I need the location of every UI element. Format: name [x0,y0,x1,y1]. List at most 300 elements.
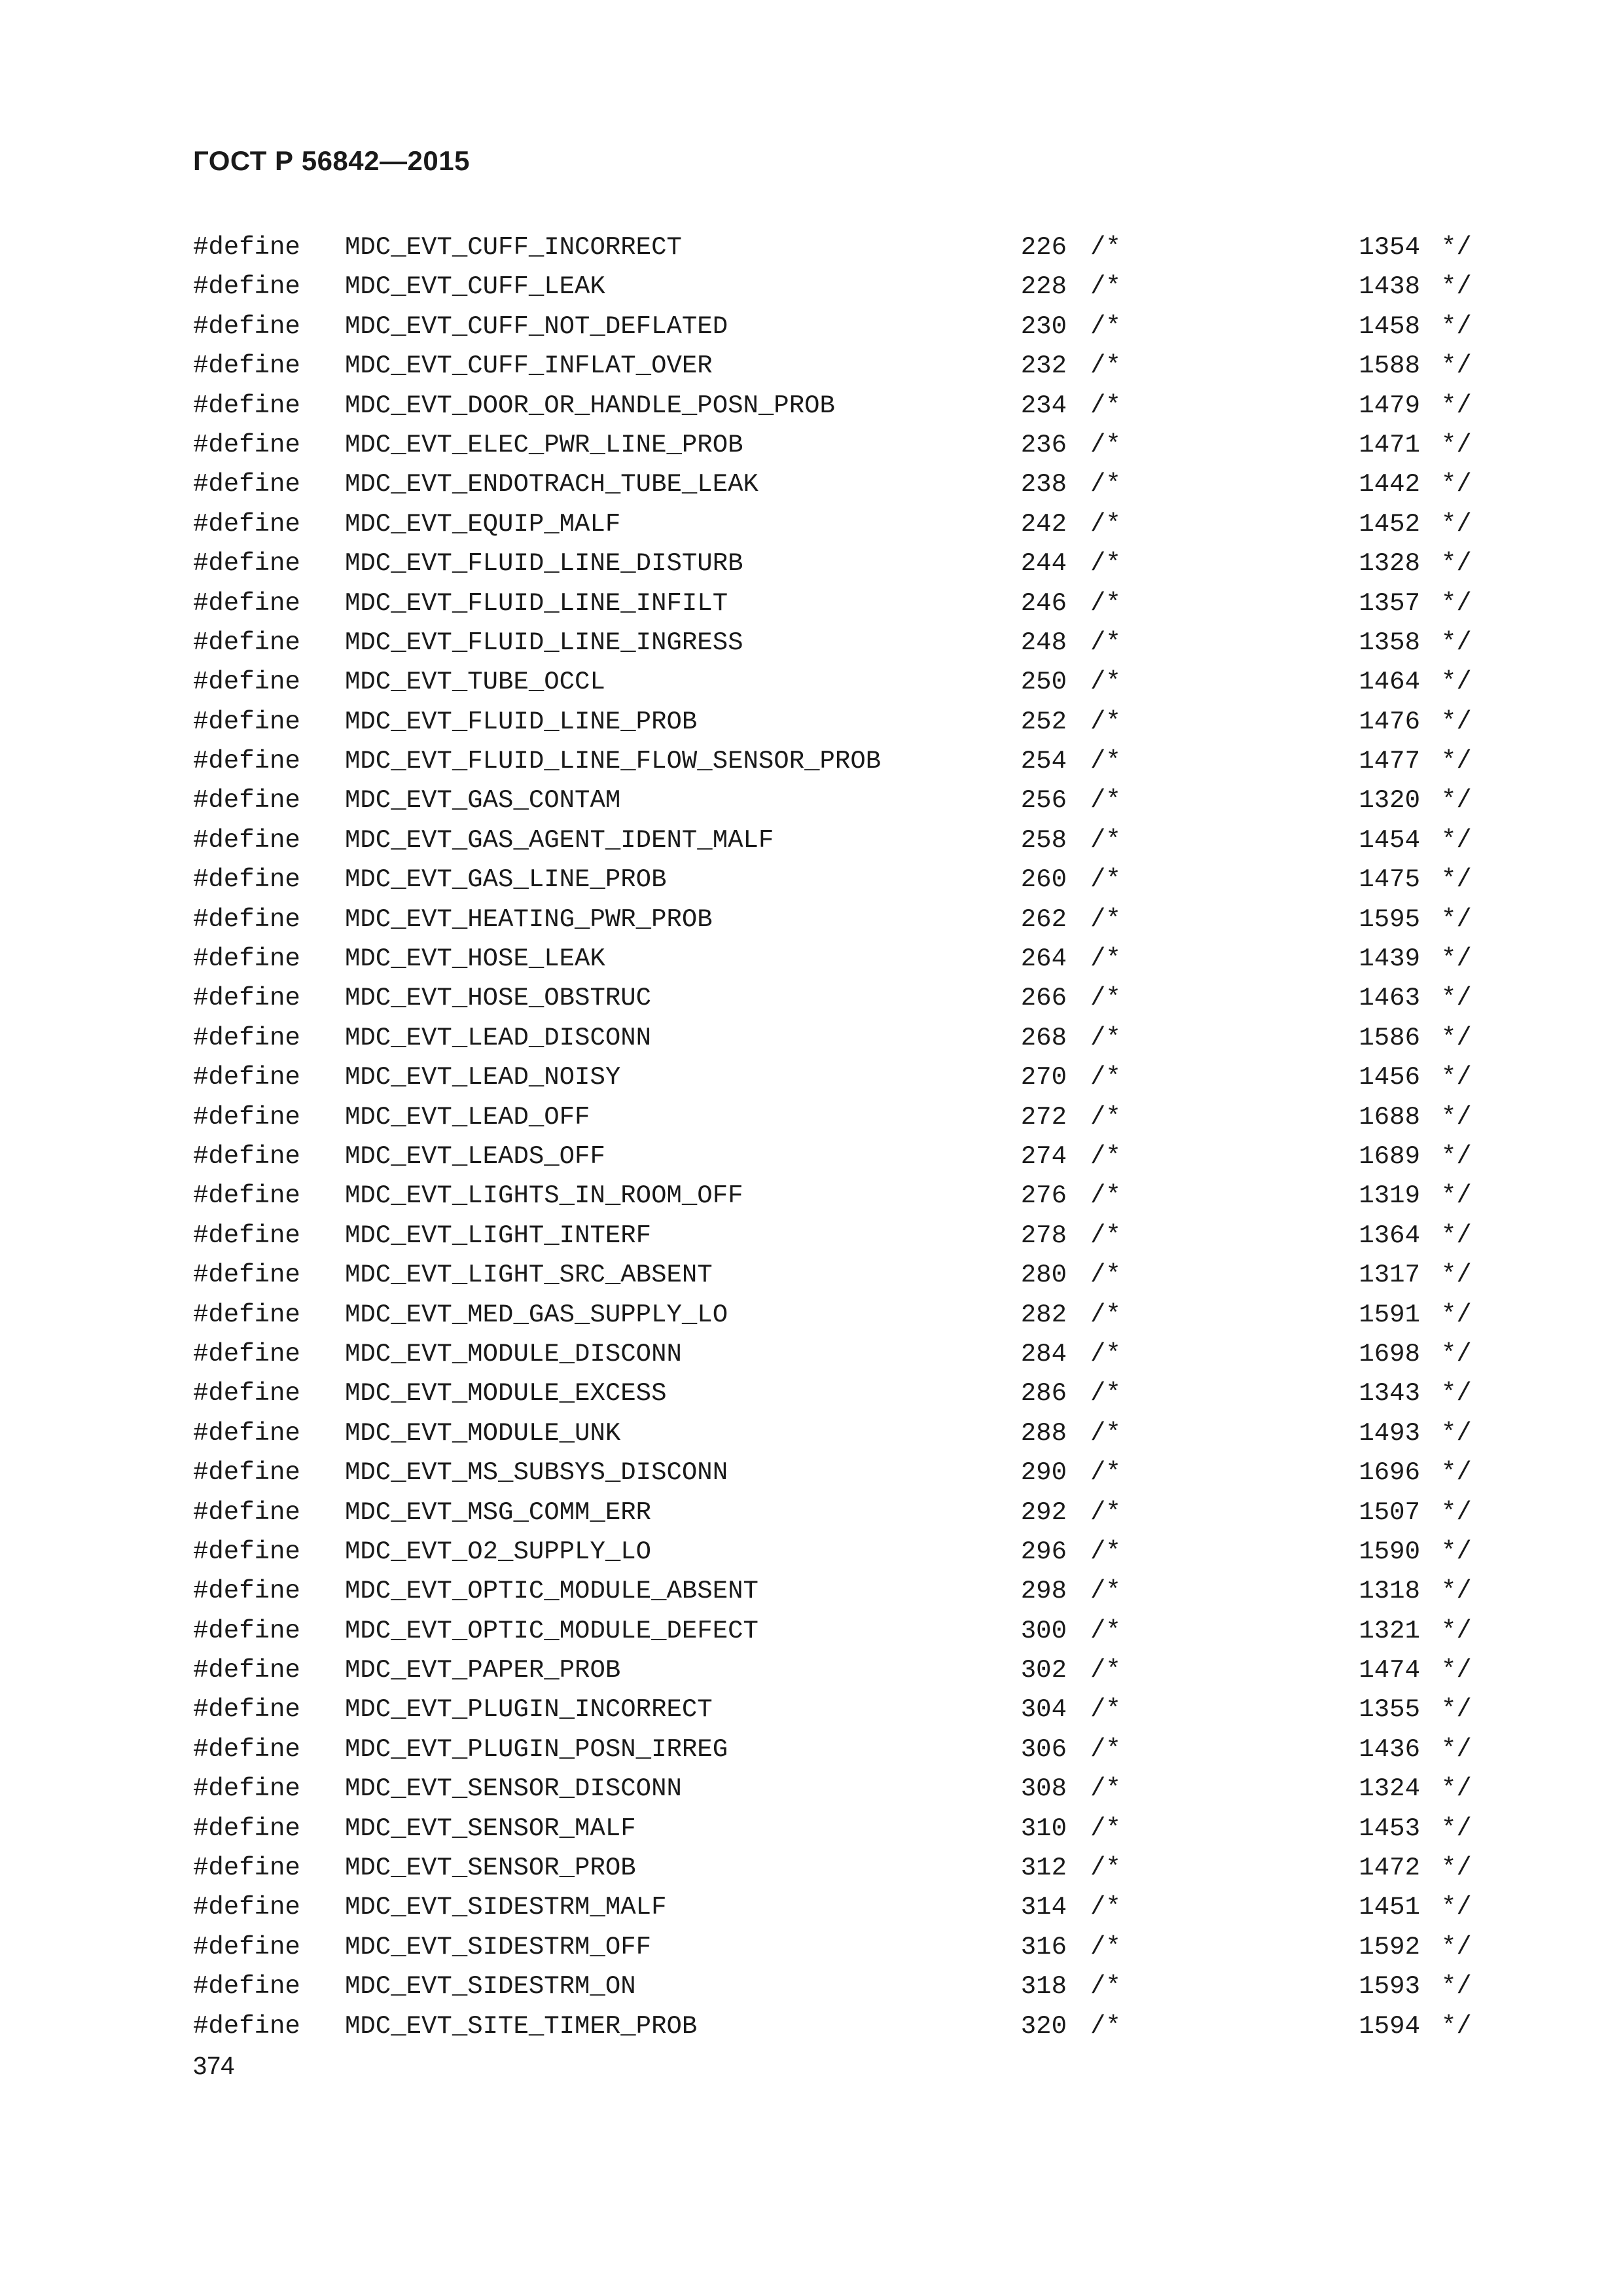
comment-close: */ [1441,905,1472,934]
code-line [0,1453,1623,1492]
comment-open: /* [1090,1734,1121,1764]
code-line [0,267,1623,306]
code-line [0,386,1623,425]
constant-name: MDC_EVT_ENDOTRACH_TUBE_LEAK [345,470,758,499]
comment-close: */ [1441,1656,1472,1685]
comment-number: 1595 [1359,905,1420,934]
comment-number: 1696 [1359,1458,1420,1488]
comment-open: /* [1090,312,1121,341]
define-keyword: #define [193,825,300,855]
comment-number: 1594 [1359,2011,1420,2041]
comment-number: 1590 [1359,1537,1420,1566]
comment-number: 1320 [1359,786,1420,816]
define-keyword: #define [193,786,300,816]
comment-close: */ [1441,865,1472,895]
constant-value: 302 [1020,1656,1067,1685]
constant-name: MDC_EVT_DOOR_OR_HANDLE_POSN_PROB [345,391,835,420]
define-keyword: #define [193,1102,300,1132]
constant-value: 318 [1020,1972,1067,2001]
constant-name: MDC_EVT_LEAD_DISCONN [345,1023,652,1052]
constant-value: 268 [1020,1023,1067,1052]
constant-value: 310 [1020,1814,1067,1843]
constant-name: MDC_EVT_LEAD_NOISY [345,1063,621,1092]
code-line [0,900,1623,939]
constant-value: 256 [1020,786,1067,816]
define-keyword: #define [193,1339,300,1369]
comment-close: */ [1441,509,1472,539]
comment-close: */ [1441,1814,1472,1843]
code-line [0,1176,1623,1215]
comment-number: 1436 [1359,1734,1420,1764]
code-line [0,307,1623,346]
define-keyword: #define [193,588,300,618]
comment-close: */ [1441,1972,1472,2001]
constant-name: MDC_EVT_MS_SUBSYS_DISCONN [345,1458,728,1488]
comment-close: */ [1441,1734,1472,1764]
constant-value: 242 [1020,509,1067,539]
comment-open: /* [1090,1418,1121,1448]
comment-number: 1493 [1359,1418,1420,1448]
comment-close: */ [1441,1300,1472,1329]
comment-open: /* [1090,1458,1121,1488]
define-keyword: #define [193,1498,300,1527]
comment-close: */ [1441,1261,1472,1290]
comment-close: */ [1441,1498,1472,1527]
comment-open: /* [1090,1537,1121,1566]
comment-close: */ [1441,1141,1472,1171]
code-line [0,228,1623,267]
constant-name: MDC_EVT_SIDESTRM_ON [345,1972,636,2001]
comment-close: */ [1441,944,1472,974]
define-keyword: #define [193,668,300,697]
constant-name: MDC_EVT_TUBE_OCCL [345,668,605,697]
code-line [0,584,1623,623]
comment-number: 1593 [1359,1972,1420,2001]
constant-value: 226 [1020,233,1067,262]
constant-value: 292 [1020,1498,1067,1527]
define-keyword: #define [193,1734,300,1764]
define-keyword: #define [193,1577,300,1606]
define-keyword: #define [193,628,300,657]
comment-open: /* [1090,509,1121,539]
comment-number: 1458 [1359,312,1420,341]
comment-number: 1592 [1359,1932,1420,1962]
define-keyword: #define [193,391,300,420]
comment-open: /* [1090,391,1121,420]
comment-open: /* [1090,1854,1121,1883]
constant-name: MDC_EVT_EQUIP_MALF [345,509,621,539]
define-keyword: #define [193,944,300,974]
constant-value: 314 [1020,1893,1067,1922]
code-line [0,1611,1623,1651]
code-line [0,425,1623,465]
define-keyword: #define [193,1418,300,1448]
code-line [0,623,1623,662]
comment-open: /* [1090,747,1121,776]
comment-close: */ [1441,984,1472,1013]
comment-number: 1474 [1359,1656,1420,1685]
define-keyword: #define [193,2011,300,2041]
define-keyword: #define [193,1023,300,1052]
constant-name: MDC_EVT_LIGHT_INTERF [345,1221,652,1250]
comment-open: /* [1090,1577,1121,1606]
constant-name: MDC_EVT_OPTIC_MODULE_DEFECT [345,1616,758,1645]
code-line [0,1255,1623,1295]
constant-value: 246 [1020,588,1067,618]
code-line [0,346,1623,386]
comment-number: 1438 [1359,272,1420,302]
define-keyword: #define [193,1261,300,1290]
constant-value: 272 [1020,1102,1067,1132]
comment-close: */ [1441,1023,1472,1052]
define-keyword: #define [193,865,300,895]
document-header: ГОСТ Р 56842—2015 [193,145,470,176]
constant-value: 264 [1020,944,1067,974]
comment-number: 1477 [1359,747,1420,776]
constant-value: 254 [1020,747,1067,776]
code-line [0,1690,1623,1729]
comment-open: /* [1090,1221,1121,1250]
constant-value: 296 [1020,1537,1067,1566]
comment-number: 1586 [1359,1023,1420,1052]
comment-close: */ [1441,1616,1472,1645]
constant-value: 298 [1020,1577,1067,1606]
constant-name: MDC_EVT_FLUID_LINE_FLOW_SENSOR_PROB [345,747,882,776]
constant-value: 312 [1020,1854,1067,1883]
constant-value: 278 [1020,1221,1067,1250]
code-line [0,544,1623,583]
comment-number: 1464 [1359,668,1420,697]
comment-close: */ [1441,272,1472,302]
comment-number: 1471 [1359,430,1420,459]
define-keyword: #define [193,1932,300,1962]
comment-open: /* [1090,233,1121,262]
constant-name: MDC_EVT_HEATING_PWR_PROB [345,905,713,934]
constant-value: 306 [1020,1734,1067,1764]
define-keyword: #define [193,509,300,539]
comment-number: 1591 [1359,1300,1420,1329]
comment-open: /* [1090,1695,1121,1725]
comment-close: */ [1441,312,1472,341]
constant-name: MDC_EVT_GAS_CONTAM [345,786,621,816]
code-line [0,1888,1623,1927]
comment-number: 1328 [1359,549,1420,579]
constant-value: 266 [1020,984,1067,1013]
comment-close: */ [1441,351,1472,381]
constant-value: 288 [1020,1418,1067,1448]
comment-close: */ [1441,707,1472,736]
comment-number: 1472 [1359,1854,1420,1883]
code-line [0,1769,1623,1808]
code-line [0,978,1623,1018]
constant-name: MDC_EVT_MED_GAS_SUPPLY_LO [345,1300,728,1329]
constant-name: MDC_EVT_ELEC_PWR_LINE_PROB [345,430,743,459]
comment-open: /* [1090,1616,1121,1645]
comment-open: /* [1090,1102,1121,1132]
comment-open: /* [1090,628,1121,657]
comment-number: 1321 [1359,1616,1420,1645]
comment-open: /* [1090,1063,1121,1092]
code-line [0,1848,1623,1888]
constant-value: 260 [1020,865,1067,895]
code-line [0,1137,1623,1176]
constant-value: 252 [1020,707,1067,736]
define-keyword: #define [193,1379,300,1408]
constant-name: MDC_EVT_MSG_COMM_ERR [345,1498,652,1527]
comment-number: 1463 [1359,984,1420,1013]
constant-value: 238 [1020,470,1067,499]
comment-number: 1439 [1359,944,1420,974]
define-keyword: #define [193,549,300,579]
comment-number: 1476 [1359,707,1420,736]
comment-open: /* [1090,1774,1121,1804]
comment-number: 1507 [1359,1498,1420,1527]
constant-name: MDC_EVT_MODULE_UNK [345,1418,621,1448]
comment-open: /* [1090,1932,1121,1962]
comment-open: /* [1090,1814,1121,1843]
define-keyword: #define [193,1141,300,1171]
code-line [0,702,1623,742]
comment-number: 1689 [1359,1141,1420,1171]
constant-value: 290 [1020,1458,1067,1488]
constant-value: 262 [1020,905,1067,934]
comment-open: /* [1090,2011,1121,2041]
comment-open: /* [1090,1339,1121,1369]
comment-number: 1698 [1359,1339,1420,1369]
code-line [0,1335,1623,1374]
code-line [0,465,1623,504]
code-line [0,1493,1623,1532]
comment-open: /* [1090,1141,1121,1171]
comment-close: */ [1441,549,1472,579]
code-listing [0,228,1623,2046]
code-line [0,1058,1623,1097]
constant-name: MDC_EVT_PAPER_PROB [345,1656,621,1685]
define-keyword: #define [193,905,300,934]
define-keyword: #define [193,1063,300,1092]
code-line [0,1571,1623,1611]
comment-number: 1442 [1359,470,1420,499]
comment-open: /* [1090,588,1121,618]
constant-value: 280 [1020,1261,1067,1290]
comment-number: 1318 [1359,1577,1420,1606]
code-line [0,1295,1623,1335]
comment-open: /* [1090,1656,1121,1685]
constant-value: 234 [1020,391,1067,420]
define-keyword: #define [193,1854,300,1883]
comment-close: */ [1441,1339,1472,1369]
constant-name: MDC_EVT_PLUGIN_POSN_IRREG [345,1734,728,1764]
constant-value: 284 [1020,1339,1067,1369]
constant-name: MDC_EVT_LEADS_OFF [345,1141,605,1171]
comment-open: /* [1090,1300,1121,1329]
comment-number: 1453 [1359,1814,1420,1843]
comment-open: /* [1090,1972,1121,2001]
define-keyword: #define [193,1814,300,1843]
define-keyword: #define [193,272,300,302]
define-keyword: #define [193,747,300,776]
constant-name: MDC_EVT_SENSOR_PROB [345,1854,636,1883]
define-keyword: #define [193,1774,300,1804]
constant-name: MDC_EVT_SIDESTRM_OFF [345,1932,652,1962]
constant-value: 304 [1020,1695,1067,1725]
comment-number: 1588 [1359,351,1420,381]
comment-close: */ [1441,233,1472,262]
constant-value: 286 [1020,1379,1067,1408]
define-keyword: #define [193,1181,300,1211]
constant-value: 300 [1020,1616,1067,1645]
constant-name: MDC_EVT_OPTIC_MODULE_ABSENT [345,1577,758,1606]
comment-open: /* [1090,1023,1121,1052]
code-line [0,1532,1623,1571]
constant-value: 320 [1020,2011,1067,2041]
constant-name: MDC_EVT_CUFF_NOT_DEFLATED [345,312,728,341]
comment-open: /* [1090,549,1121,579]
constant-value: 228 [1020,272,1067,302]
comment-close: */ [1441,430,1472,459]
comment-open: /* [1090,825,1121,855]
constant-value: 308 [1020,1774,1067,1804]
code-line [0,821,1623,860]
comment-number: 1357 [1359,588,1420,618]
constant-name: MDC_EVT_LEAD_OFF [345,1102,590,1132]
constant-name: MDC_EVT_HOSE_OBSTRUC [345,984,652,1013]
comment-close: */ [1441,1695,1472,1725]
comment-open: /* [1090,707,1121,736]
comment-open: /* [1090,1261,1121,1290]
constant-name: MDC_EVT_SIDESTRM_MALF [345,1893,667,1922]
comment-close: */ [1441,1774,1472,1804]
constant-value: 232 [1020,351,1067,381]
code-line [0,1928,1623,1967]
code-line [0,1374,1623,1413]
comment-open: /* [1090,430,1121,459]
comment-number: 1479 [1359,391,1420,420]
comment-open: /* [1090,1893,1121,1922]
define-keyword: #define [193,1458,300,1488]
constant-value: 250 [1020,668,1067,697]
comment-close: */ [1441,1063,1472,1092]
define-keyword: #define [193,707,300,736]
define-keyword: #define [193,1616,300,1645]
constant-value: 244 [1020,549,1067,579]
constant-name: MDC_EVT_FLUID_LINE_DISTURB [345,549,743,579]
comment-close: */ [1441,1102,1472,1132]
comment-close: */ [1441,1458,1472,1488]
comment-open: /* [1090,1498,1121,1527]
comment-number: 1317 [1359,1261,1420,1290]
constant-name: MDC_EVT_GAS_AGENT_IDENT_MALF [345,825,774,855]
define-keyword: #define [193,1221,300,1250]
comment-close: */ [1441,2011,1472,2041]
code-line [0,1018,1623,1058]
code-line [0,1414,1623,1453]
constant-name: MDC_EVT_O2_SUPPLY_LO [345,1537,652,1566]
constant-name: MDC_EVT_MODULE_EXCESS [345,1379,667,1408]
comment-number: 1364 [1359,1221,1420,1250]
code-line [0,1809,1623,1848]
comment-number: 1454 [1359,825,1420,855]
comment-close: */ [1441,1577,1472,1606]
constant-value: 270 [1020,1063,1067,1092]
constant-name: MDC_EVT_CUFF_INCORRECT [345,233,682,262]
comment-open: /* [1090,865,1121,895]
code-line [0,1098,1623,1137]
comment-open: /* [1090,351,1121,381]
constant-value: 236 [1020,430,1067,459]
comment-number: 1358 [1359,628,1420,657]
constant-name: MDC_EVT_HOSE_LEAK [345,944,605,974]
comment-number: 1354 [1359,233,1420,262]
comment-close: */ [1441,470,1472,499]
constant-name: MDC_EVT_FLUID_LINE_PROB [345,707,698,736]
define-keyword: #define [193,233,300,262]
comment-close: */ [1441,1181,1472,1211]
constant-value: 276 [1020,1181,1067,1211]
comment-open: /* [1090,984,1121,1013]
constant-value: 248 [1020,628,1067,657]
constant-value: 316 [1020,1932,1067,1962]
comment-close: */ [1441,588,1472,618]
comment-close: */ [1441,825,1472,855]
constant-name: MDC_EVT_CUFF_INFLAT_OVER [345,351,713,381]
code-line [0,781,1623,820]
define-keyword: #define [193,1972,300,2001]
constant-value: 258 [1020,825,1067,855]
comment-number: 1324 [1359,1774,1420,1804]
comment-number: 1475 [1359,865,1420,895]
comment-close: */ [1441,786,1472,816]
constant-value: 274 [1020,1141,1067,1171]
constant-name: MDC_EVT_MODULE_DISCONN [345,1339,682,1369]
code-line [0,505,1623,544]
code-line [0,1651,1623,1690]
comment-close: */ [1441,747,1472,776]
constant-name: MDC_EVT_SENSOR_MALF [345,1814,636,1843]
comment-open: /* [1090,1181,1121,1211]
code-line [0,742,1623,781]
constant-name: MDC_EVT_SENSOR_DISCONN [345,1774,682,1804]
comment-number: 1456 [1359,1063,1420,1092]
define-keyword: #define [193,1300,300,1329]
define-keyword: #define [193,430,300,459]
comment-close: */ [1441,1893,1472,1922]
comment-open: /* [1090,668,1121,697]
comment-close: */ [1441,391,1472,420]
comment-open: /* [1090,786,1121,816]
code-line [0,860,1623,899]
define-keyword: #define [193,1537,300,1566]
code-line [0,662,1623,702]
define-keyword: #define [193,1656,300,1685]
comment-close: */ [1441,1854,1472,1883]
define-keyword: #define [193,351,300,381]
constant-name: MDC_EVT_SITE_TIMER_PROB [345,2011,698,2041]
comment-open: /* [1090,470,1121,499]
comment-open: /* [1090,272,1121,302]
comment-number: 1452 [1359,509,1420,539]
comment-open: /* [1090,944,1121,974]
comment-close: */ [1441,668,1472,697]
comment-close: */ [1441,1932,1472,1962]
comment-close: */ [1441,1221,1472,1250]
constant-value: 282 [1020,1300,1067,1329]
comment-number: 1451 [1359,1893,1420,1922]
constant-name: MDC_EVT_GAS_LINE_PROB [345,865,667,895]
define-keyword: #define [193,470,300,499]
page-number: 374 [193,2053,235,2080]
define-keyword: #define [193,984,300,1013]
